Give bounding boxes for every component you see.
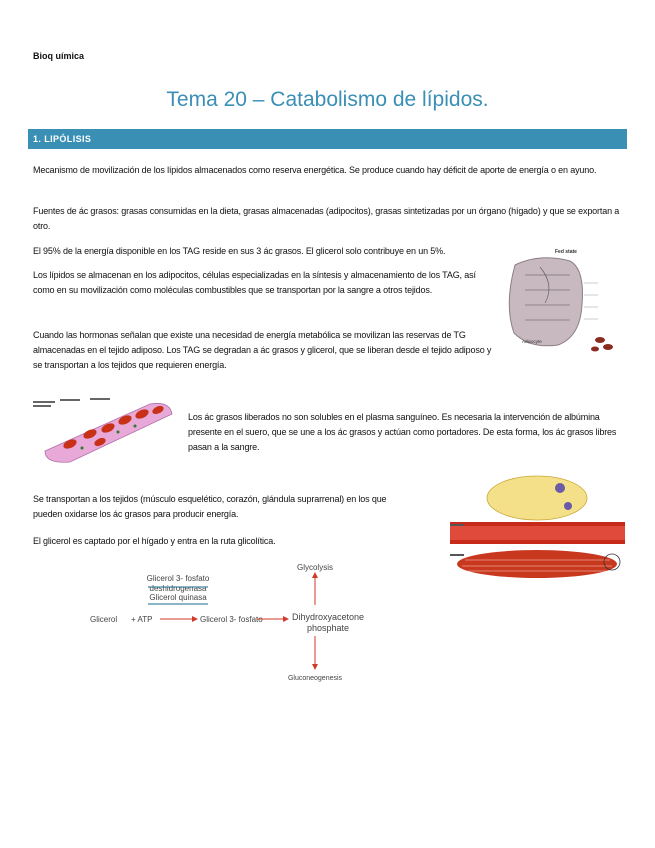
dhap-label-2: phosphate (306, 623, 350, 633)
adipocyte-figure-title: Fed state (555, 249, 577, 255)
enzyme-circle (564, 502, 572, 510)
transport-figure (450, 474, 630, 584)
gluconeogenesis-label: Gluconeogenesis (287, 675, 343, 682)
glycerol-label: Glicerol (90, 615, 118, 624)
adipocyte-figure-bottom: Adipocyte (522, 339, 542, 344)
paragraph-4: Los lípidos se almacenan en los adipocitos, células especializadas en la síntesis y almacenamiento de los TAG, así como en su movilización como moléculas combustibles que se transportan por la sangre a otros tejidos. (33, 270, 476, 295)
adipocyte-oval (487, 476, 587, 520)
adipocyte-side-arrows (584, 283, 598, 319)
receptor-circle (555, 483, 565, 493)
blood-vessel-figure (30, 396, 180, 466)
glycerol-pathway-diagram (85, 558, 385, 683)
paragraph-1: Mecanismo de movilización de los lípidos almacenados como reserva energética. Se produce cuando hay déficit de aporte de energía o en ayuno. (33, 165, 597, 175)
adipocyte-figure (500, 245, 625, 360)
atp-label: + ATP (131, 615, 153, 624)
kinase-label: Glicerol quinasa (149, 593, 207, 602)
section-heading: 1. LIPÓLISIS (28, 129, 627, 149)
muscle-fiber (457, 550, 617, 578)
paragraph-5: Cuando las hormonas señalan que existe una necesidad de energía metabólica se movilizan las reservas de TG almacenadas en el tejido adiposo. Los TAG se degradan a ác grasos y glicerol, que se liberan desde el tejido adiposo y se transportan a los tejidos que requieren energía. (33, 330, 492, 370)
dehydrogenase-label-2: deshidrogenasa (149, 584, 207, 593)
header-subject: Bioq uímica (33, 51, 85, 61)
paragraph-3: El 95% de la energía disponible en los TAG reside en sus 3 ác grasos. El glicerol solo contribuye en un 5%. (33, 246, 446, 256)
paragraph-6: Los ác grasos liberados no son solubles en el plasma sanguíneo. Es necesaria la intervención de albúmina presente en el suero, que se une a los ác grasos y actúan como portadores. De esta forma, los ác grasos libres pasan a la sangre. (188, 412, 617, 452)
paragraph-8: El glicerol es captado por el hígado y entra en la ruta glicolítica. (33, 536, 276, 546)
g3p-label: Glicerol 3- fosfato (200, 615, 263, 624)
dehydrogenase-label-1: Glicerol 3- fosfato (146, 574, 210, 583)
paragraph-7: Se transportan a los tejidos (músculo esquelético, corazón, glándula suprarrenal) en los que pueden oxidarse los ác grasos para producir energía. (33, 494, 387, 519)
page-title: Tema 20 – Catabolismo de lípidos. (166, 88, 489, 111)
glycolysis-label: Glycolysis (296, 563, 334, 572)
blood-cells (591, 337, 613, 352)
paragraph-2: Fuentes de ác grasos: grasas consumidas en la dieta, grasas almacenadas (adipocitos), grasas sintetizadas por un órgano (hígado) y que se exportan a otro. (33, 206, 620, 231)
dhap-label-1: Dihydroxyacetone (291, 612, 365, 622)
